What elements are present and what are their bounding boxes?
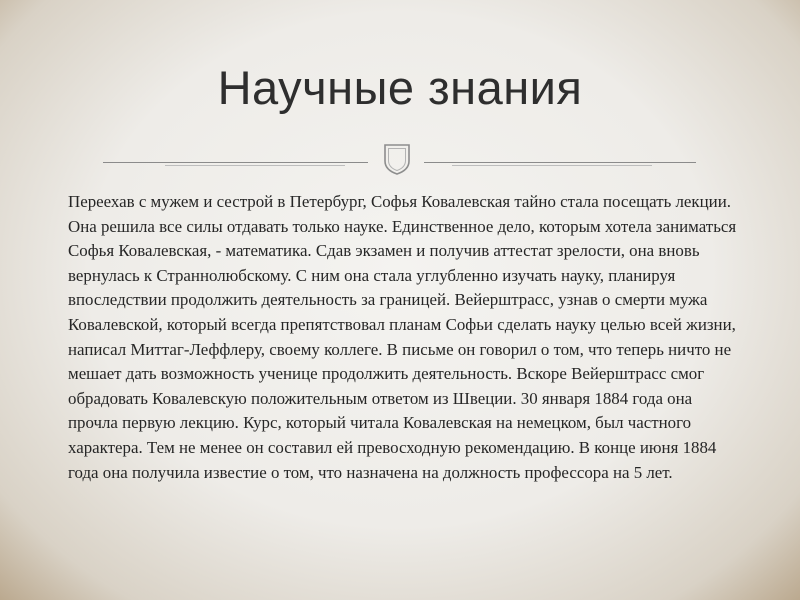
shield-icon <box>379 141 415 177</box>
body-paragraph: Переехав с мужем и сестрой в Петербург, Софья Ковалевская тайно стала посещать лекции. Она решила все силы отдавать только науке. Единственное дело, которым хотела заниматься Софья Ковалевская, - математика. Сдав экзамен и получив аттестат зрелости, она вновь вернулась к Страннолюбскому. С ним она стала углубленно изучать науку, планируя впоследствии продолжить деятельность за границей. Вейерштрасс, узнав о смерти мужа Ковалевской, который всегда препятствовал планам Софьи сделать науку целью всей жизни, написал Миттаг-Леффлеру, своему коллеге. В письме он говорил о том, что теперь ничто не мешает дать возможность ученице продолжить деятельность. Вскоре Вейерштрасс смог обрадовать Ковалевскую положительным ответом из Швеции. 30 января 1884 года она прочла первую лекцию. Курс, который читала Ковалевская на немецком, был частного характера. Тем не менее он составил ей превосходную рекомендацию. В конце июня 1884 года она получила известие о том, что назначена на должность профессора на 5 лет. <box>68 192 737 482</box>
divider-right-shadow <box>452 165 652 166</box>
slide-title: Научные знания <box>217 61 583 114</box>
divider-left-shadow <box>165 165 345 166</box>
divider-right <box>424 162 696 163</box>
divider-left <box>103 162 368 163</box>
